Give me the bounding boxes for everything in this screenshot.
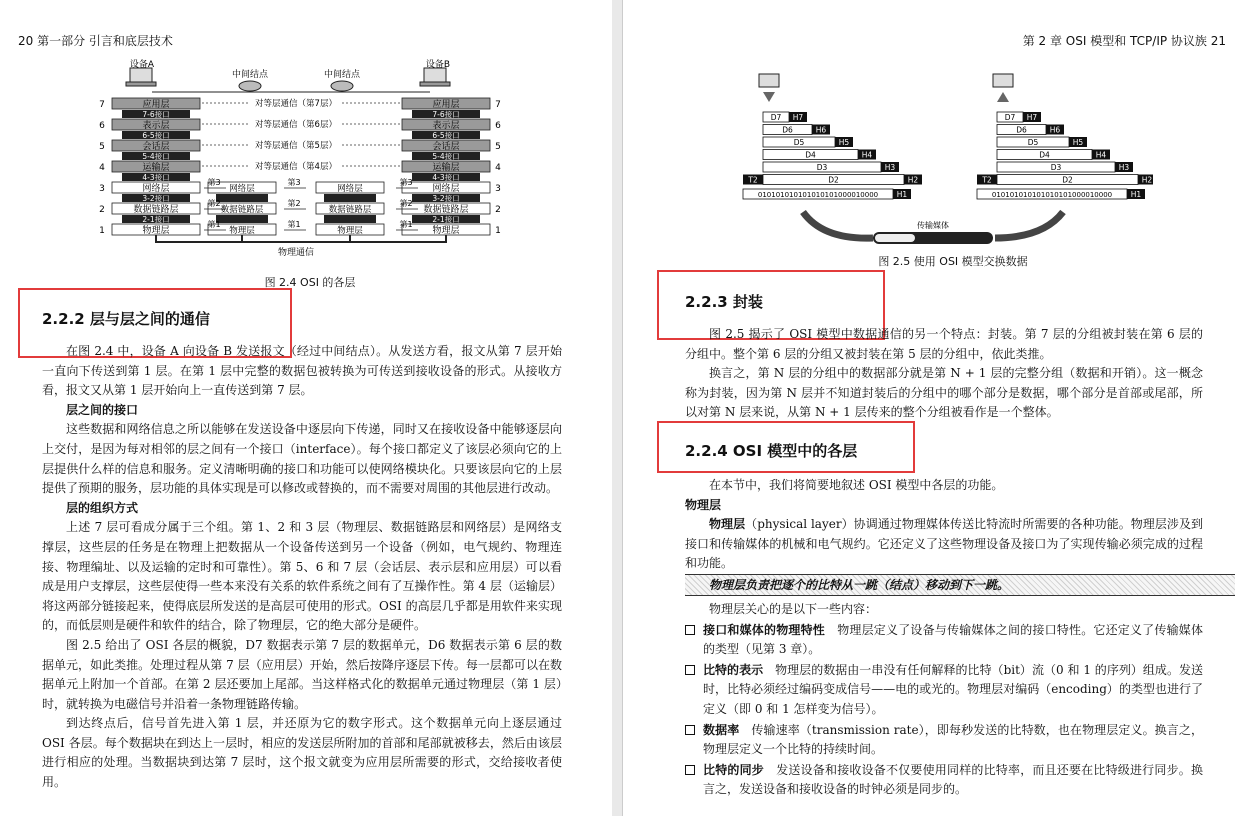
layer-number: 7: [99, 100, 105, 110]
bitstream-label: 010101010101010101000010000: [757, 191, 879, 199]
layer-number: 4: [495, 163, 501, 173]
layer-number: 1: [99, 226, 105, 236]
left-body-text: [42, 342, 562, 793]
hop-label: 第2: [287, 199, 301, 208]
concern-term: 接口和媒体的物理特性: [703, 622, 838, 637]
data-label: D2: [1062, 175, 1073, 185]
data-label: D4: [1039, 150, 1050, 160]
header-label: H3: [1118, 163, 1130, 172]
physical-link: [156, 235, 242, 242]
interface-label: 2-1接口: [142, 215, 170, 224]
layer-number: 6: [99, 121, 105, 131]
device-a-label: 设备A: [129, 60, 155, 70]
interface-label: 5-4接口: [432, 152, 460, 161]
layer-number: 2: [99, 205, 105, 215]
layer-label: 表示层: [432, 121, 460, 131]
medium-label: 传输媒体: [917, 221, 949, 230]
header-label: H4: [861, 150, 873, 160]
figure-2-5-caption: 图 2.5 使用 OSI 模型交换数据: [878, 255, 1028, 268]
layer-number: 3: [495, 184, 501, 194]
physical-layer-callout: 物理层负责把逐个的比特从一跳（结点）移动到下一跳。: [685, 574, 1235, 596]
physical-link: [350, 235, 446, 242]
data-label: D6: [782, 125, 793, 135]
laptop-icon: [993, 74, 1013, 87]
interface-label: 3-2接口: [432, 194, 460, 203]
interface-label: 4-3接口: [142, 173, 170, 182]
header-label: H3: [884, 163, 896, 172]
header-label: H6: [1049, 125, 1061, 135]
bitstream-label: 010101010101010101000010000: [991, 191, 1113, 199]
layer-number: 2: [495, 205, 501, 215]
intermediate-interface-bar: [324, 194, 376, 202]
physical-paragraph: [685, 515, 1203, 574]
layer-label: 数据链路层: [133, 205, 179, 215]
h1-label: H1: [1130, 190, 1142, 199]
concern-term: 数据率: [703, 722, 752, 737]
layer-number: 5: [99, 142, 105, 152]
layer-label: 表示层: [142, 121, 170, 131]
physical-description: （physical layer）协调通过物理媒体传送比特流时所需要的各种功能。物理层涉及到接口和传输媒体的机械和电气规约。它还定义了这些物理设备及接口为了实现传输必须完成的过程和功能。: [685, 517, 1203, 571]
data-label: D6: [1016, 125, 1027, 135]
layer-number: 7: [495, 100, 501, 110]
intermediate-layer-label: 物理层: [229, 226, 255, 236]
encapsulation-text: [685, 325, 1203, 423]
interface-label: 5-4接口: [142, 152, 170, 161]
right-page: [622, 0, 1252, 816]
layer-label: 运输层: [142, 163, 170, 173]
layer-number: 6: [495, 121, 501, 131]
trailer-label: T2: [982, 175, 992, 185]
data-label: D7: [1004, 113, 1016, 122]
peer-communication-label: 对等层通信（第5层）: [255, 141, 337, 151]
page-gutter: [612, 0, 622, 816]
checkbox-square-icon: [685, 765, 695, 775]
interface-label: 4-3接口: [432, 173, 460, 182]
figure-overview-paragraph: 图 2.5 给出了 OSI 各层的概貌，D7 数据表示第 7 层的数据单元，D6 数据表示第 6 层的数据单元，如此类推。处理过程从第 7 层（应用层）开始，然后按降序逐层下传。每一层都可以在数据单元上附加一个首部。在第 2 层还要加上尾部。当这样格式化的数据单元通过物理层（第 1 层）时，就转换为电磁信号并沿着一条物理链路传输。: [42, 637, 562, 711]
physical-link: [242, 235, 350, 242]
laptop-icon: [420, 68, 450, 86]
concern-item: [685, 761, 1203, 800]
header-label: H5: [1072, 138, 1084, 147]
concerns-list: [685, 621, 1203, 800]
section-title-224: 2.2.4 OSI 模型中的各层: [685, 442, 858, 460]
intermediate-interface-bar: [324, 215, 376, 223]
intermediate-layer-label: 物理层: [337, 226, 363, 236]
header-label: H6: [815, 125, 827, 135]
receive-curve-arrow: [995, 212, 1063, 238]
peer-communication-label: 对等层通信（第6层）: [255, 120, 337, 130]
checkbox-square-icon: [685, 725, 695, 735]
intermediate-interface-bar: [216, 194, 268, 202]
data-label: D3: [816, 163, 828, 172]
interface-label: 2-1接口: [432, 215, 460, 224]
peer-communication-label: 对等层通信（第4层）: [255, 162, 337, 172]
data-label: D7: [770, 113, 782, 122]
intermediate-node-label: 中间结点: [323, 70, 361, 80]
header-label: H7: [1026, 113, 1038, 122]
intermediate-layer-label: 网络层: [229, 184, 255, 194]
layer-label: 会话层: [432, 142, 460, 152]
layer-label: 网络层: [432, 184, 460, 194]
data-label: D3: [1050, 163, 1062, 172]
left-page: [0, 0, 612, 816]
concern-item: [685, 721, 1203, 760]
encapsulation-paragraph-2: 换言之，第 N 层的分组中的数据部分就是第 N + 1 层的完整分组（数据和开销）。这一概念称为封装，因为第 N 层并不知道封装后的分组中的哪个部分是数据，哪个部分是首部或尾部，所以对第 N 层来说，从第 N + 1 层传来的整个分组被看作是一个整体。: [685, 366, 1203, 420]
section-title-222: 2.2.2 层与层之间的通信: [42, 310, 210, 328]
concern-item: [685, 621, 1203, 660]
checkbox-square-icon: [685, 665, 695, 675]
section-title-223: 2.2.3 封装: [685, 293, 763, 311]
trailer-label: T2: [748, 175, 758, 185]
laptop-icon: [759, 74, 779, 87]
layer-number: 5: [495, 142, 501, 152]
physical-lead-term: 物理层: [709, 517, 746, 532]
send-curve-arrow: [803, 212, 873, 238]
concern-description: 物理层的数据由一串没有任何解释的比特（bit）流（0 和 1 的序列）组成。发送时，比特必须经过编码变成信号——电的或光的。物理层对编码（encoding）的类型也进行了定义（即 0 和 1 怎样变为信号）。: [703, 662, 1203, 716]
encapsulation-figure: [733, 70, 1153, 250]
hop-label: 第1: [287, 220, 301, 229]
layer-label: 网络层: [142, 184, 170, 194]
header-label: H5: [838, 138, 850, 147]
layer-number: 4: [99, 163, 105, 173]
subheading-interfaces: 层之间的接口: [66, 402, 139, 417]
router-icon: [239, 81, 261, 91]
interface-label: 6-5接口: [432, 131, 460, 140]
hop-label: 第3: [207, 178, 221, 187]
physical-communication-label: 物理通信: [277, 248, 315, 258]
layer-label: 会话层: [142, 142, 170, 152]
hop-label: 第1: [207, 220, 221, 229]
data-label: D5: [793, 138, 805, 147]
encapsulation-paragraph-1: 图 2.5 揭示了 OSI 模型中数据通信的另一个特点：封装。第 7 层的分组被封装在第 6 层的分组中。整个第 6 层的分组又被封装在第 5 层的分组中，依此类推。: [685, 327, 1203, 361]
intro-paragraph: 在图 2.4 中，设备 A 向设备 B 发送报文（经过中间结点）。从发送方看，报文从第 7 层开始一直向下传送到第 1 层。在第 1 层中完整的数据包被转换为可传送到接收设备的形式。从接收方看，报文又从第 1 层开始向上一直传送到第 7 层。: [42, 344, 562, 398]
concerns-text: [685, 600, 1203, 800]
layer-label: 应用层: [432, 100, 460, 110]
concern-description: 物理层定义了设备与传输媒体之间的接口特性。它还定义了传输媒体的类型（见第 3 章）。: [703, 622, 1203, 657]
checkbox-square-icon: [685, 625, 695, 635]
header-label: H7: [792, 113, 804, 122]
data-label: D5: [1027, 138, 1039, 147]
intermediate-interface-bar: [216, 215, 268, 223]
header-label: H2: [1141, 175, 1153, 185]
hop-label: 第2: [399, 199, 413, 208]
layer-label: 运输层: [432, 163, 460, 173]
laptop-icon: [126, 68, 156, 86]
intermediate-layer-label: 数据链路层: [220, 205, 264, 215]
osi-layers-figure: [90, 58, 510, 276]
interface-label: 7-6接口: [432, 110, 460, 119]
receiving-paragraph: 到达终点后，信号首先进入第 1 层，并还原为它的数字形式。这个数据单元向上逐层通过 OSI 各层。每个数据块在到达上一层时，相应的发送层所附加的首部和尾部就被移去，然后由该层进行相应的处理。当数据块到达第 7 层时，这个报文就变为应用层所需要的形式，交给接收者使用。: [42, 716, 562, 790]
header-label: H2: [907, 175, 919, 185]
subheading-organization: 层的组织方式: [66, 500, 139, 515]
device-b-label: 设备B: [425, 60, 451, 70]
hop-label: 第2: [207, 199, 221, 208]
down-arrow-icon: [763, 92, 775, 102]
data-label: D4: [805, 150, 816, 160]
concern-description: 发送设备和接收设备不仅要使用同样的比特率，而且还要在比特级进行同步。换言之，发送设备和接收设备的时钟必须是同步的。: [703, 762, 1203, 797]
interfaces-paragraph: 这些数据和网络信息之所以能够在发送设备中逐层向下传递，同时又在接收设备中能够逐层向上交付，是因为每对相邻的层之间有一个接口（interface）。每个接口都定义了该层必须向它的上层提供什么样的信息和服务。定义清晰明确的接口和功能可以使网络模块化。只要该层向它的上层提供了预期的服务，层功能的具体实现是可以修改或替换的，而不需要对周围的其他层进行改动。: [42, 422, 562, 496]
hop-label: 第3: [399, 178, 413, 187]
data-label: D2: [828, 175, 839, 185]
concern-description: 传输速率（transmission rate），即每秒发送的比特数，也在物理层定义。换言之，物理层定义一个比特的持续时间。: [703, 722, 1203, 757]
h1-label: H1: [896, 190, 908, 199]
interface-label: 6-5接口: [142, 131, 170, 140]
layers-intro: 在本节中，我们将简要地叙述 OSI 模型中各层的功能。: [709, 478, 1004, 492]
interface-label: 3-2接口: [142, 194, 170, 203]
peer-communication-label: 对等层通信（第7层）: [255, 99, 337, 109]
up-arrow-icon: [997, 92, 1009, 102]
intermediate-node-label: 中间结点: [231, 70, 269, 80]
receiver-stack: [977, 112, 1153, 199]
hop-label: 第1: [399, 220, 413, 229]
header-label: H4: [1095, 150, 1107, 160]
hop-label: 第3: [287, 178, 301, 187]
router-icon: [331, 81, 353, 91]
organization-paragraph: 上述 7 层可看成分属于三个组。第 1、2 和 3 层（物理层、数据链路层和网络层）是网络支撑层，这些层的任务是在物理上把数据从一个设备传送到另一个设备（例如，电气规约、物理连接、物理编址、以及运输的定时和可靠性）。第 5、6 和 7 层（会话层、表示层和应用层）可以看成是用户支撑层，这些层使得一些本来没有关系的软件系统之间有了互操作性。第 4 层（运输层）将这两部分链接起来，使得底层所发送的是高层可使用的形式。OSI 的高层几乎都是用软件来实现的，而低层则是硬件和软件的结合，除了物理层，它的绝大部分是硬件。: [42, 520, 562, 633]
layer-label: 物理层: [432, 226, 460, 236]
layer-label: 物理层: [142, 226, 170, 236]
layer-label: 应用层: [142, 100, 170, 110]
layer-number: 3: [99, 184, 105, 194]
layer-label: 数据链路层: [423, 205, 469, 215]
figure-2-4-caption: 图 2.4 OSI 的各层: [264, 276, 356, 289]
concerns-intro: 物理层关心的是以下一些内容：: [709, 602, 878, 616]
running-head-right: 第 2 章 OSI 模型和 TCP/IP 协议族 21: [1022, 34, 1226, 48]
sender-stack: [743, 112, 922, 199]
subheading-physical: 物理层: [685, 497, 722, 512]
intermediate-layer-label: 网络层: [337, 184, 363, 194]
layer-number: 1: [495, 226, 501, 236]
concern-term: 比特的同步: [703, 762, 777, 777]
intermediate-layer-label: 数据链路层: [328, 205, 372, 215]
layers-text: [685, 476, 1203, 574]
interface-label: 7-6接口: [142, 110, 170, 119]
concern-term: 比特的表示: [703, 662, 776, 677]
running-head-left: 20 第一部分 引言和底层技术: [18, 34, 173, 48]
concern-item: [685, 661, 1203, 720]
